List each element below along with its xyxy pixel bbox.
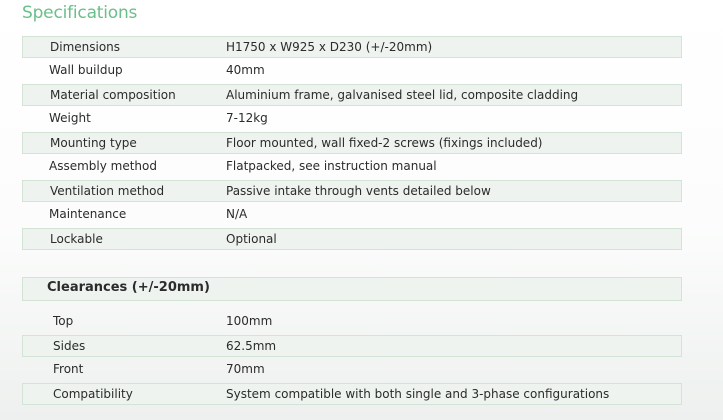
clearance-row-compatibility xyxy=(22,383,682,405)
spec-value: Aluminium frame, galvanised steel lid, composite cladding xyxy=(226,88,579,102)
spec-value: Floor mounted, wall fixed-2 screws (fixings included) xyxy=(226,136,543,150)
spec-value: H1750 x W925 x D230 (+/-20mm) xyxy=(226,40,433,54)
spec-row-mounting-type xyxy=(22,132,682,154)
spec-row-weight xyxy=(22,108,682,130)
spec-value: N/A xyxy=(226,207,248,221)
clearances-header xyxy=(22,277,682,301)
spec-label: Ventilation method xyxy=(50,184,165,198)
spec-row-assembly-method xyxy=(22,156,682,178)
spec-row-maintenance xyxy=(22,204,682,226)
spec-value: Passive intake through vents detailed below xyxy=(226,184,491,198)
clearance-label: Sides xyxy=(53,339,86,353)
clearance-value: 70mm xyxy=(226,362,265,376)
clearance-row-sides xyxy=(22,335,682,357)
clearance-row-front xyxy=(22,359,682,381)
clearance-label: Top xyxy=(53,314,74,328)
clearance-label: Front xyxy=(53,362,84,376)
spec-row-lockable xyxy=(22,228,682,250)
spec-label: Wall buildup xyxy=(49,63,123,77)
spec-label: Mounting type xyxy=(50,136,137,150)
spec-value: 40mm xyxy=(226,63,265,77)
clearance-value: 100mm xyxy=(226,314,273,328)
clearance-row-top xyxy=(22,311,682,333)
spec-label: Assembly method xyxy=(49,159,157,173)
clearances-heading: Clearances (+/-20mm) xyxy=(47,280,210,295)
spec-row-ventilation-method xyxy=(22,180,682,202)
spec-row-dimensions xyxy=(22,36,682,58)
clearance-value: 62.5mm xyxy=(226,339,277,353)
spec-label: Weight xyxy=(49,111,91,125)
specifications-heading: Specifications xyxy=(22,3,138,23)
clearance-value: System compatible with both single and 3-phase configurations xyxy=(226,387,610,401)
spec-label: Lockable xyxy=(50,232,103,246)
spec-value: Flatpacked, see instruction manual xyxy=(226,159,437,173)
spec-row-material-composition xyxy=(22,84,682,106)
spec-value: 7-12kg xyxy=(226,111,268,125)
spec-label: Maintenance xyxy=(49,207,127,221)
spec-label: Dimensions xyxy=(50,40,121,54)
clearances-table xyxy=(22,311,682,407)
spec-value: Optional xyxy=(226,232,277,246)
spec-label: Material composition xyxy=(50,88,176,102)
clearance-label: Compatibility xyxy=(53,387,133,401)
specifications-table xyxy=(22,36,682,252)
spec-row-wall-buildup xyxy=(22,60,682,82)
